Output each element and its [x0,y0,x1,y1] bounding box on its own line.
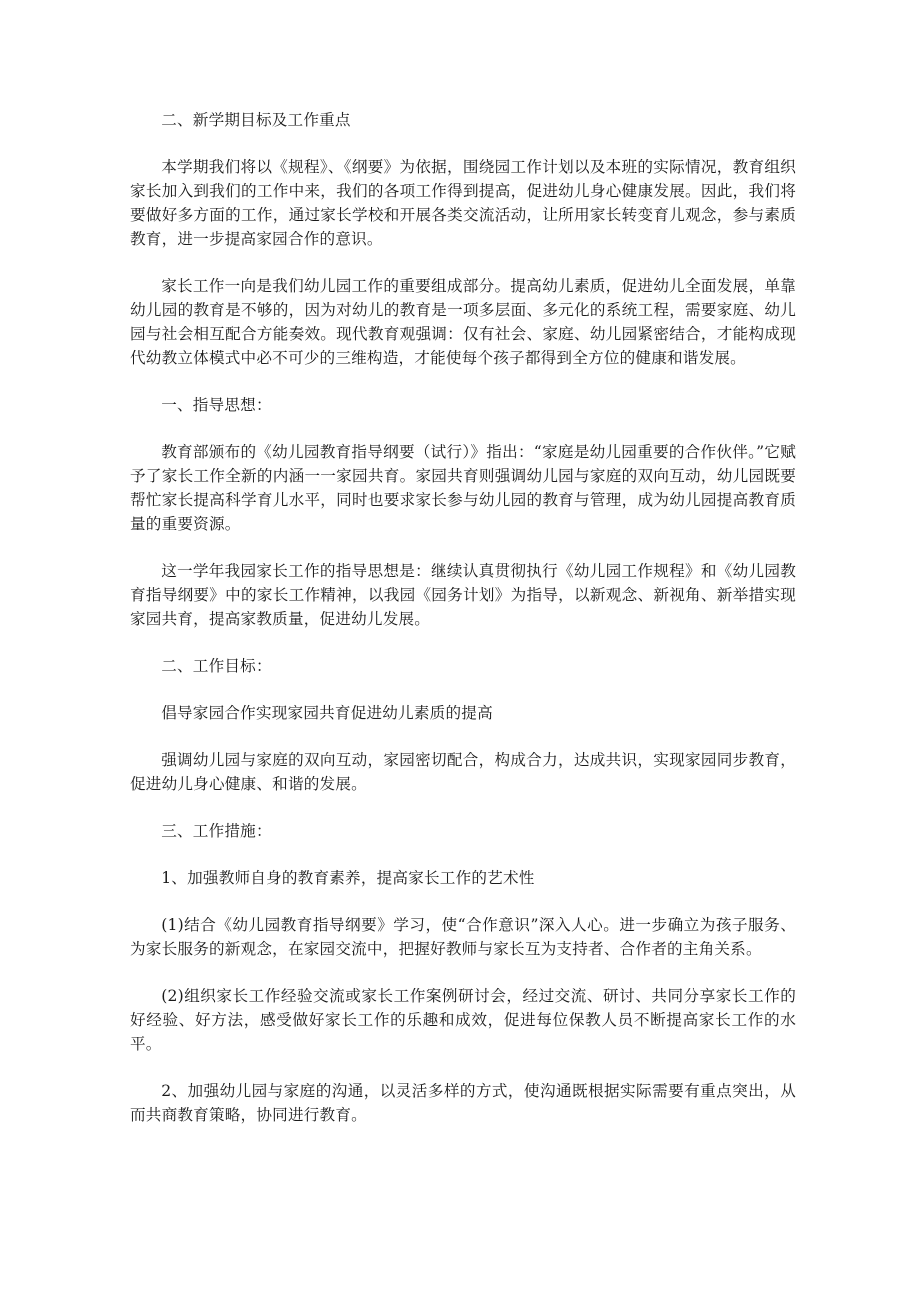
measure-item-1-2: (2)组织家长工作经验交流或家长工作案例研讨会，经过交流、研讨、共同分享家长工作的好经验、好方法，感受做好家长工作的乐趣和成效，促进每位保教人员不断提高家长工作的水平。 [130,987,796,1053]
paragraph-parent-work: 家长工作一向是我们幼儿园工作的重要组成部分。提高幼儿素质，促进幼儿全面发展，单靠幼儿园的教育是不够的，因为对幼儿的教育是一项多层面、多元化的系统工程，需要家庭、幼儿园与社会相互配合方能奏效。现代教育观强调：仅有社会、家庭、幼儿园紧密结合，才能构成现代幼教立体模式中必不可少的三维构造，才能使每个孩子都得到全方位的健康和谐发展。 [130,277,796,367]
section-heading-new-term: 二、新学期目标及工作重点 [161,111,351,129]
paragraph-intro: 本学期我们将以《规程》、《纲要》为依据，围绕园工作计划以及本班的实际情况，教育组织家长加入到我们的工作中来，我们的各项工作得到提高，促进幼儿身心健康发展。因此，我们将要做好多方面的工作，通过家长学校和开展各类交流活动，让所用家长转变育儿观念，参与素质教育，进一步提高家园合作的意识。 [130,158,796,248]
measure-item-1: 1、加强教师自身的教育素养，提高家长工作的艺术性 [161,869,535,887]
paragraph-goal-summary: 倡导家园合作实现家园共育促进幼儿素质的提高 [161,704,493,722]
section-heading-guiding-thought: 一、指导思想： [161,396,272,414]
section-heading-work-goals: 二、工作目标： [161,657,272,675]
section-heading-work-measures: 三、工作措施： [161,822,272,840]
paragraph-goal-detail: 强调幼儿园与家庭的双向互动，家园密切配合，构成合力，达成共识，实现家园同步教育，促进幼儿身心健康、和谐的发展。 [130,751,796,793]
measure-item-1-1: (1)结合《幼儿园教育指导纲要》学习，使“合作意识”深入人心。进一步确立为孩子服务、为家长服务的新观念，在家园交流中，把握好教师与家长互为支持者、合作者的主角关系。 [130,916,796,958]
measure-item-2: 2、加强幼儿园与家庭的沟通，以灵活多样的方式，使沟通既根据实际需要有重点突出，从而共商教育策略，协同进行教育。 [130,1082,796,1124]
paragraph-guiding-thought: 这一学年我园家长工作的指导思想是：继续认真贯彻执行《幼儿园工作规程》和《幼儿园教育指导纲要》中的家长工作精神，以我园《园务计划》为指导，以新观念、新视角、新举措实现家园共育，提高家教质量，促进幼儿发展。 [130,562,796,628]
document-page [130,108,796,1150]
paragraph-guideline-quote: 教育部颁布的《幼儿园教育指导纲要（试行）》指出：“家庭是幼儿园重要的合作伙伴。”它赋予了家长工作全新的内涵一一家园共育。家园共育则强调幼儿园与家庭的双向互动，幼儿园既要帮忙家长提高科学育儿水平，同时也要求家长参与幼儿园的教育与管理，成为幼儿园提高教育质量的重要资源。 [130,443,796,533]
